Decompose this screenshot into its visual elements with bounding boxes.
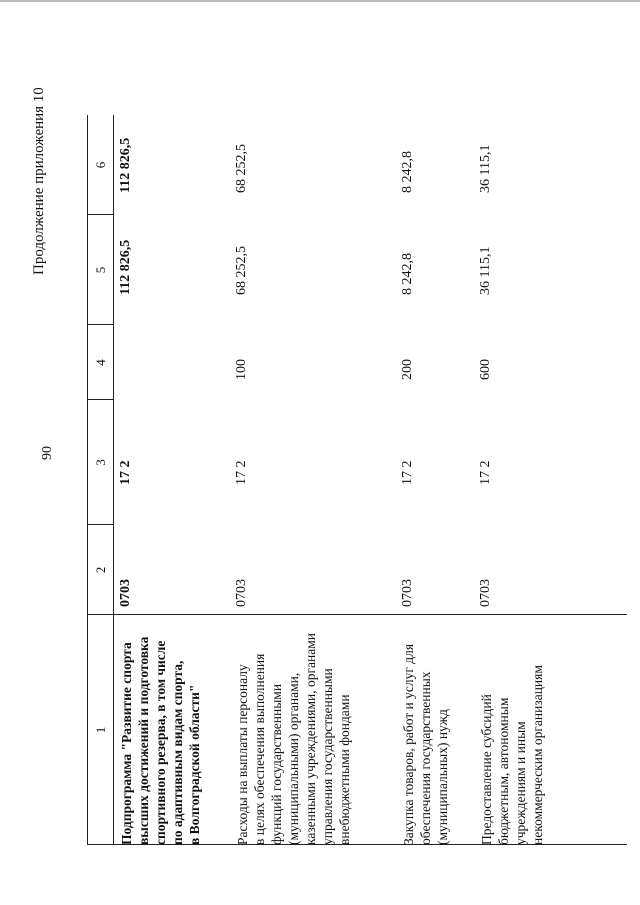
table-row-2-amount5: 68 252,5 (234, 246, 249, 295)
header-col-6: 6 (93, 161, 108, 169)
continuation-label: Продолжение приложения 10 (31, 87, 47, 275)
table-row-1-section: 0703 (118, 579, 133, 607)
table-row-3-name: Закупка товаров, работ и услуг для обеспечения государственных (муниципальных) нужд (401, 643, 450, 845)
table-row-4-target: 17 2 (478, 460, 493, 485)
page-number: 90 (40, 446, 55, 460)
table-row-4-amount5: 36 115,1 (478, 246, 493, 295)
table-row-1-amount6: 112 826,5 (118, 137, 133, 193)
table-row-4-amount6: 36 115,1 (478, 144, 493, 193)
table-row-3-target: 17 2 (400, 460, 415, 485)
table-row-3-section: 0703 (400, 579, 415, 607)
table-row-3-amount6: 8 242,8 (400, 151, 415, 193)
header-bottom-border (113, 115, 114, 845)
header-col-5: 5 (93, 266, 108, 274)
table-row-2-type: 100 (234, 359, 249, 380)
table-row-3-type: 200 (400, 359, 415, 380)
table-row-4-type: 600 (478, 359, 493, 380)
header-col-4: 4 (93, 359, 108, 366)
table-top-border (87, 115, 88, 845)
header-col-3: 3 (93, 459, 108, 466)
table-row-1-name: Подпрограмма "Развитие спорта высших достижений и подготовка спортивного резерва, в том числе по адаптивным видам спорта, в Волгоградской области" (119, 636, 202, 845)
table-row-1-target: 17 2 (118, 460, 133, 485)
col-divider-1 (87, 614, 627, 615)
table-row-2-name: Расходы на выплаты персоналу в целях обеспечения выполнения функций государственными (муниципальными) органами, казенными учреждениями, органами управления государственными внебюджетными фондами (235, 633, 352, 845)
header-col-1: 1 (93, 726, 108, 734)
table-row-2-amount6: 68 252,5 (234, 144, 249, 193)
table-row-3-amount5: 8 242,8 (400, 253, 415, 295)
header-col-2: 2 (93, 566, 108, 574)
table-row-1-amount5: 112 826,5 (118, 239, 133, 295)
table-row-2-section: 0703 (234, 579, 249, 607)
table-row-2-target: 17 2 (234, 460, 249, 485)
table-row-4-name: Предоставление субсидий бюджетным, автономным учреждениям и иным некоммерческим организациям (479, 665, 545, 845)
table-row-4-section: 0703 (478, 579, 493, 607)
